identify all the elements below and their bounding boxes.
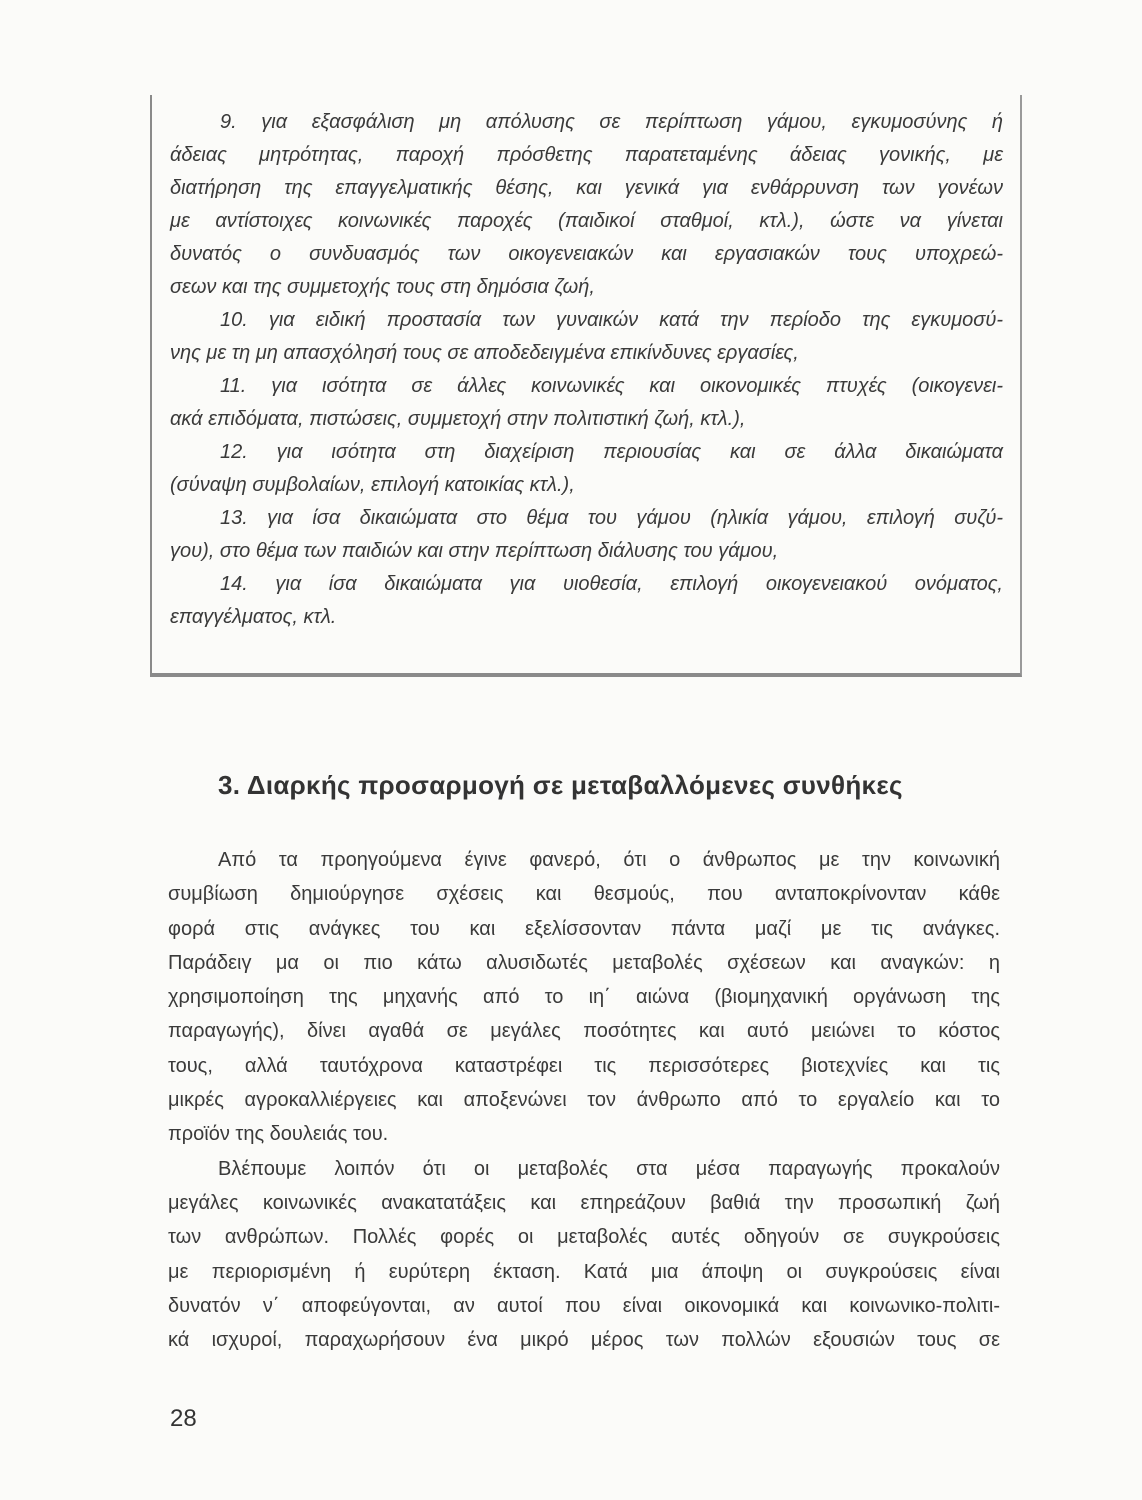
list-item xyxy=(170,304,1003,370)
text-line: 12. για ισότητα στη διαχείριση περιουσίας και σε άλλα δικαιώματα xyxy=(220,441,1003,463)
text-line: συμβίωση δημιούργησε σχέσεις και θεσμούς, που ανταποκρίνονταν κάθε xyxy=(168,883,1000,906)
text-line: σεων και της συμμετοχής τους στη δημόσια ζωή, xyxy=(170,276,595,298)
section-heading: 3. Διαρκής προσαρμογή σε μεταβαλλόμενες συνθήκες xyxy=(218,770,903,800)
text-line: 13. για ίσα δικαιώματα στο θέμα του γάμου (ηλικία γάμου, επιλογή συζύ- xyxy=(220,507,1003,529)
paragraph xyxy=(168,843,1000,1152)
text-line: άδειας μητρότητας, παροχή πρόσθετης παρατεταμένης άδειας γονικής, με xyxy=(170,144,1003,166)
text-line: προϊόν της δουλειάς του. xyxy=(168,1123,389,1146)
text-line: Από τα προηγούμενα έγινε φανερό, ότι ο άνθρωπος με την κοινωνική xyxy=(218,849,1000,871)
text-line: 14. για ίσα δικαιώματα για υιοθεσία, επιλογή οικογενειακού ονόματος, xyxy=(220,573,1003,595)
list-item xyxy=(170,502,1003,568)
text-line: φορά στις ανάγκες του και εξελίσσονταν πάντα μαζί με τις ανάγκες. xyxy=(168,917,1000,940)
rights-list-box xyxy=(150,95,1022,677)
text-line: κά ισχυροί, παραχωρήσουν ένα μικρό μέρος των πολλών εξουσιών τους σε xyxy=(168,1329,1000,1352)
text-line: 11. για ισότητα σε άλλες κοινωνικές και οικονομικές πτυχές (οικογενει- xyxy=(220,375,1003,397)
list-item xyxy=(170,106,1003,304)
text-line: επαγγέλματος, κτλ. xyxy=(170,606,337,628)
page-number: 28 xyxy=(170,1405,197,1432)
list-item xyxy=(170,370,1003,436)
text-line: μικρές αγροκαλλιέργειες και αποξενώνει τον άνθρωπο από το εργαλείο και το xyxy=(168,1089,1000,1112)
list-item xyxy=(170,568,1003,634)
text-line: δυνατόν ν΄ αποφεύγονται, αν αυτοί που είναι οικονομικά και κοινωνικο-πολιτι- xyxy=(168,1294,1000,1317)
text-line: γου), στο θέμα των παιδιών και στην περίπτωση διάλυσης του γάμου, xyxy=(170,540,779,562)
text-line: 9. για εξασφάλιση μη απόλυσης σε περίπτωση γάμου, εγκυμοσύνης ή xyxy=(220,111,1003,133)
text-line: τους, αλλά ταυτόχρονα καταστρέφει τις περισσότερες βιοτεχνίες και τις xyxy=(168,1054,1000,1077)
text-line: διατήρηση της επαγγελματικής θέσης, και γενικά για ενθάρρυνση των γονέων xyxy=(170,177,1003,199)
text-line: 10. για ειδική προστασία των γυναικών κατά την περίοδο της εγκυμοσύ- xyxy=(220,309,1003,331)
paragraph xyxy=(168,1152,1000,1358)
text-line: Παράδειγ μα οι πιο κάτω αλυσιδωτές μεταβολές σχέσεων και αναγκών: η xyxy=(168,951,1000,974)
rights-list xyxy=(170,106,1003,634)
list-item xyxy=(170,436,1003,502)
text-line: με αντίστοιχες κοινωνικές παροχές (παιδικοί σταθμοί, κτλ.), ώστε να γίνεται xyxy=(170,210,1003,232)
text-line: ακά επιδόματα, πιστώσεις, συμμετοχή στην πολιτιστική ζωή, κτλ.), xyxy=(170,408,746,430)
text-line: χρησιμοποίηση της μηχανής από το ιη΄ αιώνα (βιομηχανική οργάνωση της xyxy=(168,986,1000,1009)
text-line: με περιορισμένη ή ευρύτερη έκταση. Κατά μια άποψη οι συγκρούσεις είναι xyxy=(168,1260,1000,1283)
text-line: Βλέπουμε λοιπόν ότι οι μεταβολές στα μέσα παραγωγής προκαλούν xyxy=(218,1157,1000,1180)
text-line: παραγωγής), δίνει αγαθά σε μεγάλες ποσότητες και αυτό μειώνει το κόστος xyxy=(168,1020,1000,1043)
text-line: (σύναψη συμβολαίων, επιλογή κατοικίας κτλ.), xyxy=(170,474,575,496)
text-line: μεγάλες κοινωνικές ανακατατάξεις και επηρεάζουν βαθιά την προσωπική ζωή xyxy=(168,1191,1000,1214)
section-body xyxy=(168,843,1000,1357)
text-line: δυνατός ο συνδυασμός των οικογενειακών και εργασιακών τους υποχρεώ- xyxy=(170,243,1003,265)
text-line: νης με τη μη απασχόλησή τους σε αποδεδειγμένα επικίνδυνες εργασίες, xyxy=(170,342,799,364)
text-line: των ανθρώπων. Πολλές φορές οι μεταβολές αυτές οδηγούν σε συγκρούσεις xyxy=(168,1226,1000,1249)
